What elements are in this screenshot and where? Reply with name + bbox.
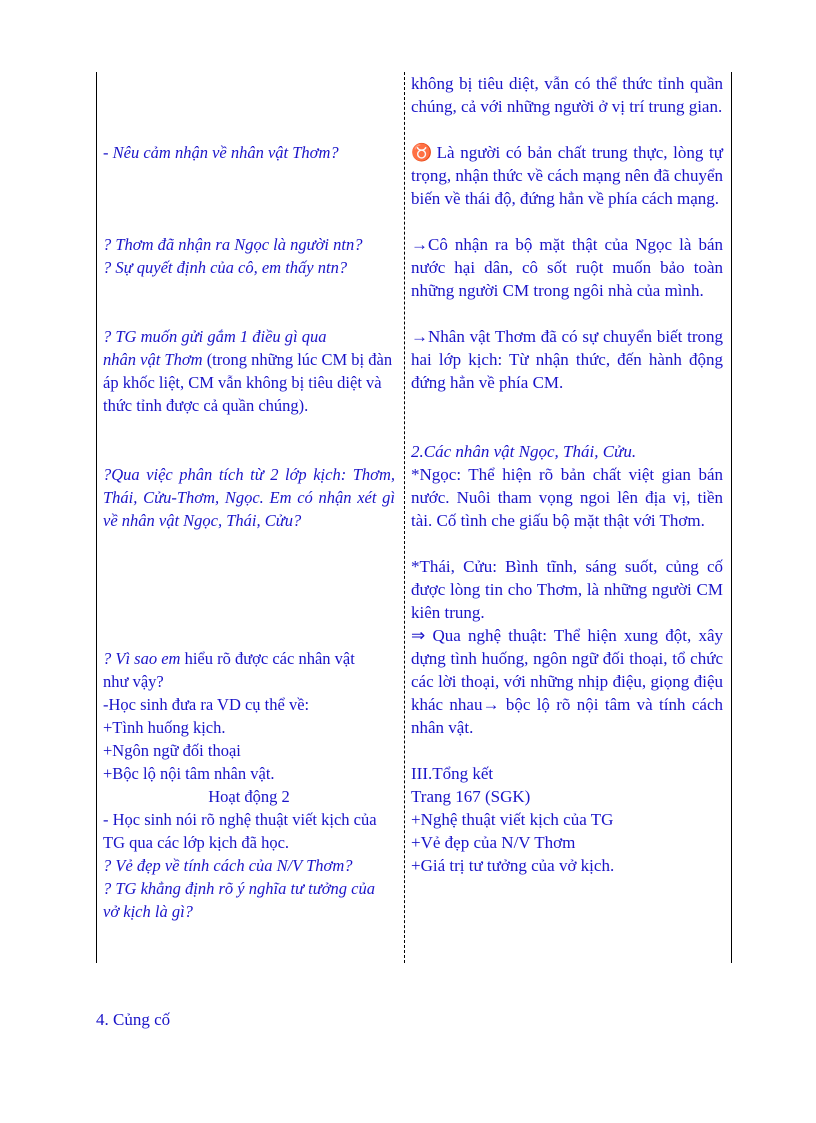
answer-thom-character: ♉ Là người có bản chất trung thực, lòng tự trọng, nhận thức về cách mạng nên đã chuyển biến về thái độ, đứng hẳn về phía cách mạng.	[411, 143, 723, 208]
answer-thai-cuu: *Thái, Cửu: Bình tĩnh, sáng suốt, củng cố được lòng tin cho Thơm, là những người CM kiên trung.	[411, 557, 723, 622]
question-thom-impression: - Nêu cảm nhận về nhân vật Thơm?	[103, 143, 339, 162]
answer-ngoc-true-face: →Cô nhận ra bộ mặt thật của Ngọc là bán nước hại dân, cô sốt ruột muốn bảo toàn những người CM trong ngôi nhà của mình.	[411, 235, 723, 300]
student-art-summary: - Học sinh nói rõ nghệ thuật viết kịch của TG qua các lớp kịch đã học.	[103, 810, 377, 852]
section-other-characters: 2.Các nhân vật Ngọc, Thái, Cửu. *Ngọc: Thể hiện rõ bản chất việt gian bán nước. Nuôi tham vọng ngoi lên địa vị, tiền tài. Cố tình che giấu bộ mặt thật với Thơm.	[411, 442, 723, 530]
section-consolidation-heading: 4. Củng cố	[96, 1010, 171, 1029]
taurus-bullet-icon: ♉	[411, 143, 433, 162]
table-border-right	[731, 72, 732, 963]
question-thom-beauty: ? Vẻ đẹp về tính cách của N/V Thơm? ? TG khẳng định rõ ý nghĩa tư tưởng của vở kịch là gì?	[103, 856, 376, 921]
answer-art-conclusion: ⇒ Qua nghệ thuật: Thể hiện xung đột, xây dựng tình huống, ngôn ngữ đối thoại, tổ chức các lời thoại, với những nhịp điệu, giọng điệu khác nhau→ bộc lộ rõ nội tâm và tính cách nhân vật.	[411, 626, 723, 737]
question-author-message: ? TG muốn gửi gắm 1 điều gì qua nhân vật Thơm (trong những lúc CM bị đàn áp khốc liệt, CM vẫn không bị tiêu diệt và thức tỉnh được cả quần chúng).	[103, 327, 393, 415]
question-ngoc-decision: ? Thơm đã nhận ra Ngọc là người ntn? ? Sự quyết định của cô, em thấy ntn?	[103, 235, 363, 277]
section-summary: III.Tổng kết Trang 167 (SGK) +Nghệ thuật viết kịch của TG +Vẻ đẹp của N/V Thơm +Giá trị tư tưởng của vở kịch.	[411, 764, 615, 875]
table-border-middle	[404, 72, 405, 963]
question-characters-review: ?Qua việc phân tích từ 2 lớp kịch: Thơm, Thái, Cửu-Thơm, Ngọc. Em có nhận xét gì về nhân vật Ngọc, Thái, Cửu?	[103, 465, 395, 530]
table-border-left	[96, 72, 97, 963]
activity-2-heading: Hoạt động 2	[208, 787, 290, 806]
question-why-understand: ? Vì sao em hiểu rõ được các nhân vật như vậy? -Học sinh đưa ra VD cụ thể về: +Tình huống kịch. +Ngôn ngữ đối thoại +Bộc lộ nội tâm nhân vật.	[103, 649, 355, 783]
answer-thom-change: →Nhân vật Thơm đã có sự chuyển biết trong hai lớp kịch: Từ nhận thức, đến hành động đứng hẳn về phía CM.	[411, 327, 723, 392]
answer-not-destroyed: không bị tiêu diệt, vẫn có thể thức tỉnh quần chúng, cả với những người ở vị trí trung gian.	[411, 74, 723, 116]
